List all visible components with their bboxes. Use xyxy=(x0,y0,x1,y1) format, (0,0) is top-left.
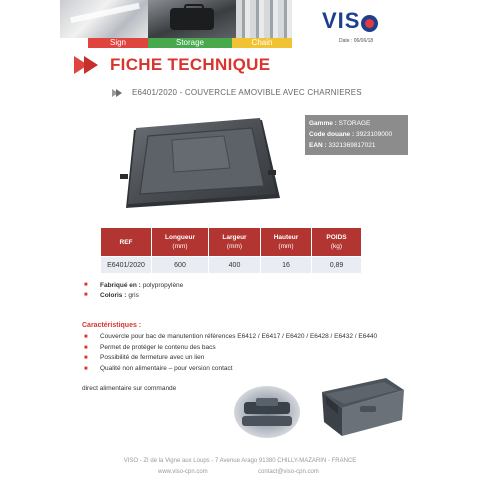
bullet-icon: ■ xyxy=(84,355,88,361)
banner-labels xyxy=(88,38,292,48)
header-poids: POIDS (kg) xyxy=(312,228,362,257)
list-item: ■ Couvercle pour bac de manutention références E6412 / E6417 / E6420 / E6428 / E6432 / E6440 xyxy=(84,333,378,340)
logo-text: VIS xyxy=(322,8,361,33)
material-value: polypropylène xyxy=(142,282,184,289)
lid-product-image xyxy=(112,112,284,218)
header-longueur: Longueur (mm) xyxy=(152,228,209,257)
douane-value: 3923109000 xyxy=(355,131,393,138)
cell-poids: 0,89 xyxy=(312,257,362,274)
cell-ref: E6401/2020 xyxy=(101,257,152,274)
characteristics-title: Caractéristiques : xyxy=(82,322,142,329)
gamme-value: STORAGE xyxy=(338,120,371,127)
email-link[interactable]: contact@viso-cpn.com xyxy=(258,469,319,475)
product-info-box xyxy=(305,115,408,155)
bullet-icon: ■ xyxy=(84,292,88,298)
cell-hauteur: 16 xyxy=(261,257,312,274)
product-subtitle: E6401/2020 - COUVERCLE AMOVIBLE AVEC CHARNIERES xyxy=(132,88,362,97)
ean-value: 3321369817021 xyxy=(328,142,376,149)
banner-label-sign: Sign xyxy=(88,38,148,48)
gamme-line xyxy=(309,118,404,129)
hinge-detail-image xyxy=(234,384,300,440)
header-largeur: Largeur (mm) xyxy=(209,228,261,257)
banner-label-storage: Storage xyxy=(148,38,232,48)
header-ref: REF xyxy=(101,228,152,257)
crate-with-lid-image xyxy=(316,364,406,438)
douane-line xyxy=(309,129,404,140)
document-date: Date : 06/06/18 xyxy=(339,38,374,44)
sign-image xyxy=(60,0,148,38)
material-item xyxy=(84,282,183,289)
viso-logo xyxy=(322,10,392,32)
banner-label-chain: Chain xyxy=(232,38,292,48)
page-title: FICHE TECHNIQUE xyxy=(110,55,271,74)
cell-longueur: 600 xyxy=(152,257,209,274)
title-arrow-icon xyxy=(74,56,100,74)
color-label: Coloris : xyxy=(100,292,127,299)
table-header-row xyxy=(101,228,362,257)
material-label: Fabriqué en : xyxy=(100,282,141,289)
list-item: ■ Possibilité de fermeture avec un lien xyxy=(84,354,205,361)
douane-label: Code douane : xyxy=(309,131,355,138)
storage-image xyxy=(148,0,236,38)
color-value: gris xyxy=(128,292,139,299)
bullet-icon: ■ xyxy=(84,344,88,351)
list-item: ■ Permet de protéger le contenu des bacs xyxy=(84,343,216,351)
characteristics-continuation: direct alimentaire sur commande xyxy=(82,385,177,392)
footer-address: VISO - ZI de la Vigne aux Loups - 7 Avenue Arago 91380 CHILLY-MAZARIN - FRANCE xyxy=(123,458,357,464)
gamme-label: Gamme : xyxy=(309,120,337,127)
website-link[interactable]: www.viso-cpn.com xyxy=(158,469,208,475)
header-hauteur: Hauteur (mm) xyxy=(261,228,312,257)
chain-image xyxy=(236,0,292,38)
table-row xyxy=(101,257,362,274)
list-item: ■ Qualité non alimentaire – pour version contact xyxy=(84,364,233,372)
spec-table xyxy=(100,227,362,274)
subtitle-arrow-icon xyxy=(112,89,122,97)
cell-largeur: 400 xyxy=(209,257,261,274)
bullet-icon: ■ xyxy=(84,365,88,372)
bullet-icon: ■ xyxy=(84,282,88,288)
ean-label: EAN : xyxy=(309,142,327,149)
color-item xyxy=(84,292,139,299)
logo-o-icon xyxy=(361,15,378,32)
bullet-icon: ■ xyxy=(84,334,88,340)
ean-line xyxy=(309,140,404,151)
